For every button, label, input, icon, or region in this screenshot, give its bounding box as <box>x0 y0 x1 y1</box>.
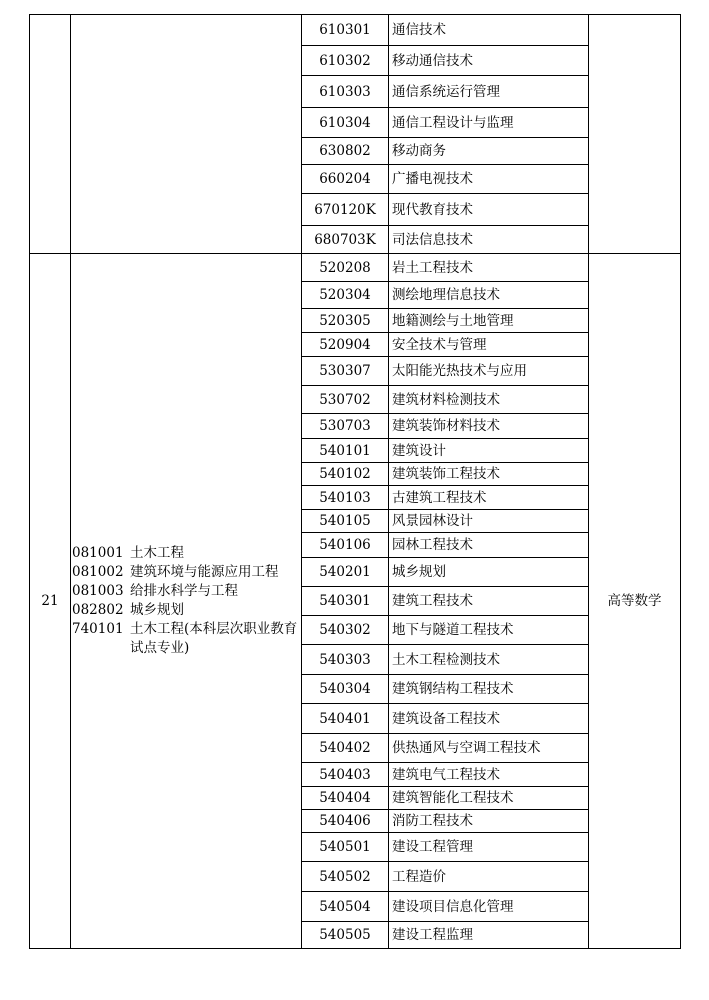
major-code: 610302 <box>302 46 389 76</box>
major-name: 建筑设备工程技术 <box>389 704 589 734</box>
major-code: 520904 <box>302 333 389 357</box>
major-name: 岩土工程技术 <box>389 254 589 282</box>
major-name: 消防工程技术 <box>389 810 589 833</box>
major-name: 移动通信技术 <box>389 46 589 76</box>
major-code: 670120K <box>302 194 389 226</box>
undergrad-code: 081003 <box>72 583 124 599</box>
major-name: 古建筑工程技术 <box>389 486 589 510</box>
major-code: 540401 <box>302 704 389 734</box>
major-code: 540101 <box>302 439 389 463</box>
major-name: 建筑材料检测技术 <box>389 386 589 414</box>
major-code: 540302 <box>302 616 389 645</box>
undergrad-name: 建筑环境与能源应用工程 <box>130 564 279 580</box>
major-name: 太阳能光热技术与应用 <box>389 357 589 386</box>
major-name: 广播电视技术 <box>389 165 589 194</box>
undergrad-major <box>72 582 301 601</box>
major-code: 540406 <box>302 810 389 833</box>
major-code: 540501 <box>302 833 389 862</box>
undergrad-major <box>72 544 301 563</box>
exam-subject: 高等数学 <box>589 254 681 949</box>
major-code: 540102 <box>302 463 389 486</box>
major-code: 540402 <box>302 734 389 763</box>
major-code: 540106 <box>302 533 389 558</box>
undergrad-code: 081001 <box>72 545 124 561</box>
major-name: 现代教育技术 <box>389 194 589 226</box>
group-number: 21 <box>30 254 71 949</box>
major-name: 通信工程设计与监理 <box>389 108 589 138</box>
major-name: 建筑工程技术 <box>389 587 589 616</box>
major-name: 工程造价 <box>389 862 589 892</box>
undergrad-major <box>72 563 301 582</box>
major-code: 660204 <box>302 165 389 194</box>
major-code: 540403 <box>302 763 389 787</box>
undergrad-majors-cell <box>71 254 302 949</box>
table-row <box>30 15 681 46</box>
major-code: 540404 <box>302 787 389 810</box>
undergrad-code: 740101 <box>72 621 124 637</box>
undergrad-name: 土木工程 <box>130 545 184 561</box>
major-name: 土木工程检测技术 <box>389 645 589 675</box>
major-code: 520208 <box>302 254 389 282</box>
major-name: 风景园林设计 <box>389 510 589 533</box>
major-code: 540505 <box>302 922 389 949</box>
major-name: 地籍测绘与土地管理 <box>389 309 589 333</box>
major-name: 建设项目信息化管理 <box>389 892 589 922</box>
major-code: 530702 <box>302 386 389 414</box>
major-name: 移动商务 <box>389 138 589 165</box>
major-code: 540103 <box>302 486 389 510</box>
major-name: 建设工程监理 <box>389 922 589 949</box>
major-name: 建筑智能化工程技术 <box>389 787 589 810</box>
major-name: 司法信息技术 <box>389 226 589 254</box>
major-code: 610301 <box>302 15 389 46</box>
exam-subject <box>589 15 681 254</box>
undergrad-major <box>72 620 301 658</box>
major-code: 540105 <box>302 510 389 533</box>
table-body <box>30 15 681 949</box>
major-name: 建筑装饰工程技术 <box>389 463 589 486</box>
undergrad-code: 082802 <box>72 602 124 618</box>
undergrad-name: 城乡规划 <box>130 602 184 618</box>
major-name: 建筑钢结构工程技术 <box>389 675 589 704</box>
major-name: 城乡规划 <box>389 558 589 587</box>
major-code: 540502 <box>302 862 389 892</box>
major-code: 540303 <box>302 645 389 675</box>
undergrad-code: 081002 <box>72 564 124 580</box>
major-name: 建筑电气工程技术 <box>389 763 589 787</box>
major-code: 630802 <box>302 138 389 165</box>
undergrad-name: 给排水科学与工程 <box>130 583 238 599</box>
undergrad-name: 土木工程(本科层次职业教育试点专业) <box>130 621 298 656</box>
major-name: 通信系统运行管理 <box>389 76 589 108</box>
major-name: 测绘地理信息技术 <box>389 282 589 309</box>
group-number <box>30 15 71 254</box>
undergrad-majors-cell <box>71 15 302 254</box>
major-code: 520305 <box>302 309 389 333</box>
undergrad-major <box>72 601 301 620</box>
major-code: 610303 <box>302 76 389 108</box>
major-code: 540201 <box>302 558 389 587</box>
major-code: 610304 <box>302 108 389 138</box>
major-name: 建筑装饰材料技术 <box>389 414 589 439</box>
major-name: 园林工程技术 <box>389 533 589 558</box>
major-name: 通信技术 <box>389 15 589 46</box>
major-code: 540304 <box>302 675 389 704</box>
major-name: 建筑设计 <box>389 439 589 463</box>
major-code: 530703 <box>302 414 389 439</box>
major-code: 530307 <box>302 357 389 386</box>
major-code: 540301 <box>302 587 389 616</box>
major-name: 供热通风与空调工程技术 <box>389 734 589 763</box>
major-name: 地下与隧道工程技术 <box>389 616 589 645</box>
major-code: 520304 <box>302 282 389 309</box>
major-code: 680703K <box>302 226 389 254</box>
major-code: 540504 <box>302 892 389 922</box>
table-row <box>30 254 681 282</box>
major-name: 安全技术与管理 <box>389 333 589 357</box>
major-table <box>29 14 681 949</box>
major-name: 建设工程管理 <box>389 833 589 862</box>
